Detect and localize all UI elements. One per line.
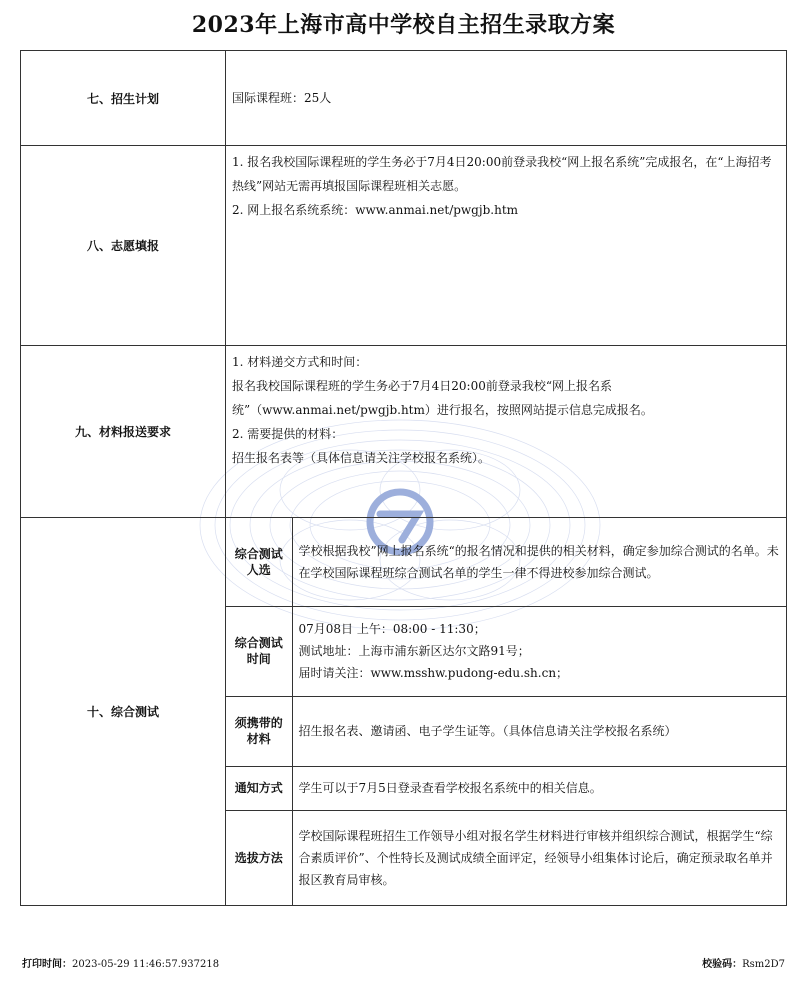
section-content-materials — [226, 346, 787, 518]
admission-plan-table — [20, 50, 787, 906]
test-row-label: 须携带的材料 — [226, 696, 292, 766]
test-website-line: 届时请关注：www.msshw.pudong-edu.sh.cn； — [298, 666, 569, 680]
materials-line-1: 1. 材料递交方式和时间： — [232, 355, 368, 369]
test-row-candidates — [226, 518, 786, 606]
test-time-line: 07月08日 上午：08:00 - 11:30； — [298, 622, 486, 636]
check-code-value: Rsm2D7 — [742, 959, 785, 970]
section-row-test — [21, 518, 787, 906]
test-row-label: 选拔方法 — [226, 810, 292, 905]
section-row-application — [21, 146, 787, 346]
test-row-selection — [226, 810, 786, 905]
print-time-value: 2023-05-29 11:46:57.937218 — [72, 959, 220, 970]
test-row-materials — [226, 696, 786, 766]
test-row-notice — [226, 766, 786, 810]
test-row-time — [226, 606, 786, 696]
test-row-label: 综合测试人选 — [226, 518, 292, 606]
check-code-label: 校验码： — [702, 959, 743, 970]
section-label-application: 八、志愿填报 — [21, 146, 226, 346]
test-address-line: 测试地址：上海市浦东新区达尔文路91号； — [298, 644, 530, 658]
test-row-label: 综合测试时间 — [226, 606, 292, 696]
section-label-test: 十、综合测试 — [21, 518, 226, 906]
plan-text: 国际课程班：25人 — [232, 91, 332, 105]
check-code — [702, 955, 785, 970]
application-line-2: 2. 网上报名系统系统：www.anmai.net/pwgjb.htm — [232, 203, 519, 217]
test-row-text: 招生报名表、邀请函、电子学生证等。（具体信息请关注学校报名系统） — [292, 696, 786, 766]
materials-line-2: 报名我校国际课程班的学生务必于7月4日20:00前登录我校“网上报名系统”（www.anmai.net/pwgjb.htm）进行报名，按照网站提示信息完成报名。 — [232, 379, 653, 417]
test-row-label: 通知方式 — [226, 766, 292, 810]
materials-line-3: 2. 需要提供的材料： — [232, 427, 344, 441]
section-content-test — [226, 518, 787, 906]
test-subtable — [226, 518, 786, 905]
section-row-materials — [21, 346, 787, 518]
test-row-text: 学校国际课程班招生工作领导小组对报名学生材料进行审核并组织综合测试，根据学生“综合素质评价”、个性特长及测试成绩全面评定，经领导小组集体讨论后，确定预录取名单并报区教育局审核。 — [298, 828, 773, 887]
page-title: 2023年上海市高中学校自主招生录取方案 — [191, 12, 616, 38]
test-row-content — [292, 606, 786, 696]
section-content-plan — [226, 51, 787, 146]
test-row-text: 学校根据我校”网上报名系统“的报名情况和提供的相关材料，确定参加综合测试的名单。未在学校国际课程班综合测试名单的学生一律不得进校参加综合测试。 — [292, 518, 786, 606]
section-label-plan: 七、招生计划 — [21, 51, 226, 146]
section-row-plan — [21, 51, 787, 146]
application-line-1: 1. 报名我校国际课程班的学生务必于7月4日20:00前登录我校“网上报名系统”完成报名，在“上海招考热线”网站无需再填报国际课程班相关志愿。 — [232, 155, 772, 193]
materials-line-4: 招生报名表等（具体信息请关注学校报名系统）。 — [232, 451, 491, 465]
print-time — [22, 955, 219, 970]
print-time-label: 打印时间： — [22, 959, 72, 970]
section-content-application — [226, 146, 787, 346]
section-label-materials: 九、材料报送要求 — [21, 346, 226, 518]
test-row-text: 学生可以于7月5日登录查看学校报名系统中的相关信息。 — [292, 766, 786, 810]
